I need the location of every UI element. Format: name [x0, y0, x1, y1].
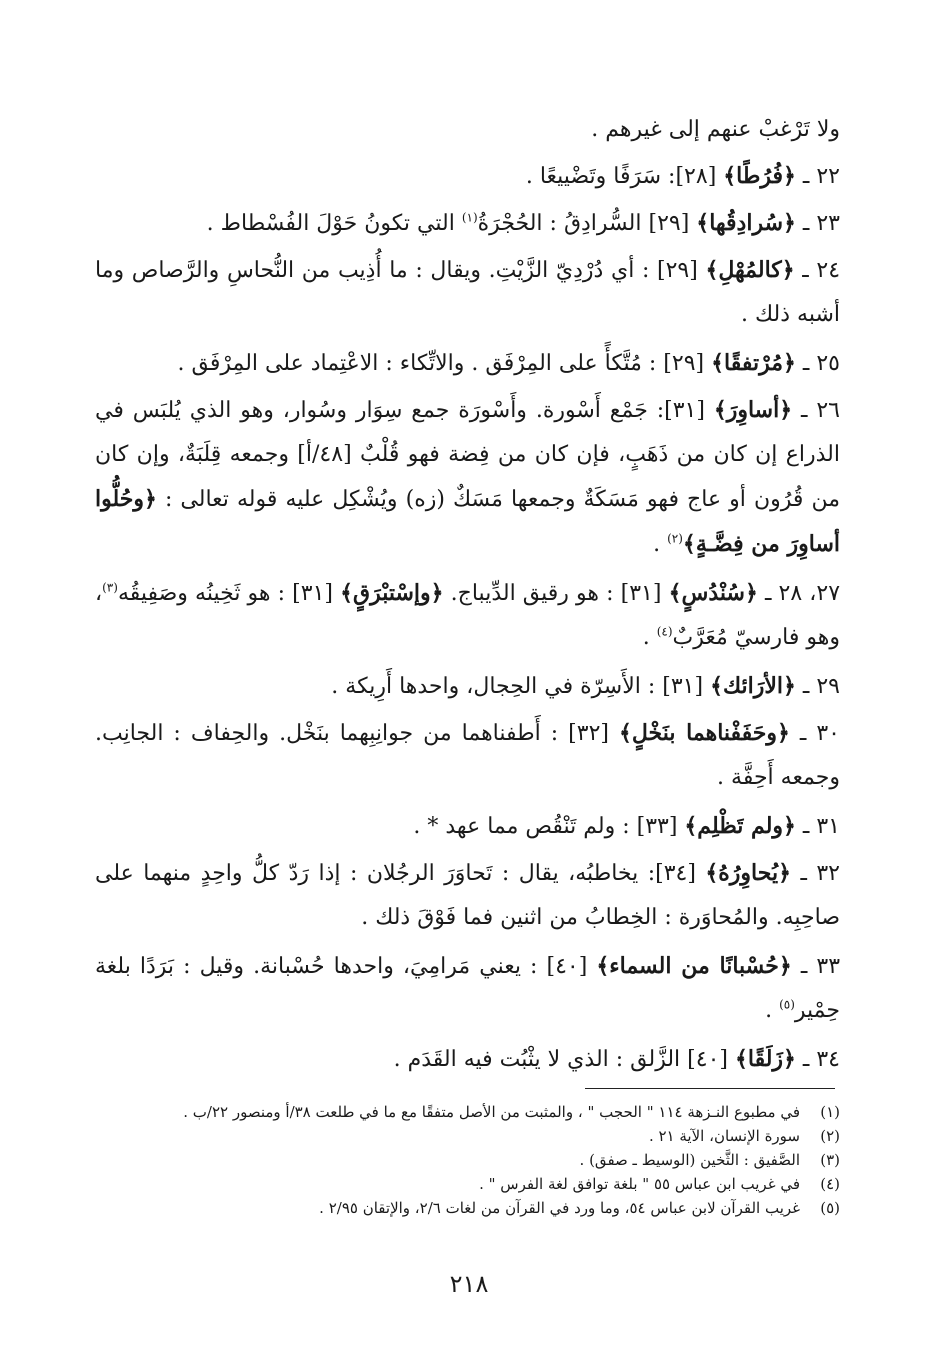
entry-34: [95, 1037, 840, 1082]
entry-29: [95, 664, 840, 709]
line-text: [٣٣] : ولم تَنْقُص مما عهد * .: [413, 814, 685, 839]
text-line: [95, 108, 840, 152]
footnote: [95, 1148, 840, 1172]
entry-31: [95, 804, 840, 849]
line-text: [٣٢] : أَطفناهما من جوانِبِهما بنَخْل. والحِفاف : الجانِب. وجمعه أَحِفَّة .: [95, 721, 840, 790]
footnote-text: غريب القرآن لابن عباس ٥٤، وما ورد في القرآن من لغات ٢/٦، والإتقان ٢/٩٥ .: [319, 1199, 800, 1217]
quranic-term: ﴿ولم تَظْلِم﴾: [684, 813, 796, 839]
footnote-text: في غريب ابن عباس ٥٥ " بلغة توافق لغة الفرس " .: [479, 1175, 800, 1193]
footnote-number: (١): [820, 1103, 840, 1121]
footnotes: [95, 1100, 840, 1220]
line-text: ولا تَرْغبْ عنهم إلى غيرهم .: [591, 117, 840, 142]
footnote-ref: (٥): [779, 997, 795, 1012]
footnote-text: سورة الإنسان، الآية ٢١ .: [648, 1127, 800, 1145]
footnote-text: في مطبوع النـزهة ١١٤ " الحجب " ، والمثبت من الأصل متفقًا مع ما في طلعت ٣٨/أ ومنصور ٢٢/ب .: [183, 1103, 800, 1121]
line-text: ٣١ ـ: [795, 814, 840, 839]
line-text: [٢٩] : مُتَّكأً على المِرْفَق . والاتِّكاء : الاعْتِماد على المِرْفَق .: [177, 351, 712, 376]
entry-33: [95, 944, 840, 1033]
line-text: .: [653, 532, 668, 557]
entry-22: [95, 154, 840, 199]
entry-26: [95, 388, 840, 567]
line-text: [٣١] : هو ثَخِينُه وصَفِيقُه: [117, 581, 341, 606]
quranic-term: ﴿وحُلُّوا أساوِرَ من فِضَّـةٍ﴾: [95, 486, 840, 557]
line-text: .: [642, 625, 657, 650]
line-text: التي تكونُ حَوْلَ الفُسْطاط .: [206, 211, 462, 236]
line-text: [٤٠] : يعني مَرامِيَ، واحدها حُسْبانة. وقيل : بَرَدًا بلغة حِمْير: [95, 954, 840, 1023]
line-text: ٢٤ ـ: [794, 258, 841, 283]
main-text: [95, 108, 840, 1084]
line-text: [٣١] : هو رقيق الدِّيباج.: [443, 581, 669, 606]
line-text: [٣١]: جَمْع أَسْورة. وأَسْورَة جمع سِوَار وسُوار، وهو الذي يُلبَس في الذراع إن كان من ذَهَبٍ، فإن كان من فِضة فهو قُلْبٌ [٤٨/أ] وجمعه قِلَبَةٌ، وإن كان من قُرُون أو عاج فهو مَسَكَةٌ وجمعها مَسَكٌ (زه) ويُشْكِل عليه قوله تعالى :: [95, 398, 840, 512]
line-text: [٢٩] : أي دُرْدِيّ الزَّيْتِ. ويقال : ما أُذِيب من النُّحاسِ والرَّصاص وما أشبه ذلك .: [95, 258, 840, 327]
page-number: ٢١٨: [449, 1270, 489, 1298]
quranic-term: ﴿يُحاوِرُهُ﴾: [705, 860, 791, 886]
quranic-term: ﴿سُرادِقُها﴾: [696, 210, 796, 236]
quranic-term: ﴿زَلَقًا﴾: [734, 1046, 796, 1072]
line-text: ٢٢ ـ: [795, 164, 840, 189]
line-text: ٣٤ ـ: [795, 1047, 840, 1072]
quranic-term: ﴿مُرْتفقًا﴾: [711, 350, 796, 376]
line-text: [٢٩] السُّرادِقُ : الحُجْرَةُ: [477, 211, 697, 236]
line-text: ، وهو فارسيّ مُعَرَّبٌ: [95, 581, 840, 650]
line-text: [٢٨]: سَرَفًا وتَضْييعًا .: [525, 164, 724, 189]
footnote: [95, 1100, 840, 1124]
quranic-term: ﴿أساوِرَ﴾: [713, 397, 793, 423]
footnote: [95, 1196, 840, 1220]
footnote-number: (٣): [820, 1151, 840, 1169]
footnote-ref: (١): [461, 210, 478, 225]
quranic-term: ﴿وحَفَفْناهما بنَخْلٍ﴾: [619, 720, 790, 746]
line-text: ٢٩ ـ: [795, 674, 840, 699]
line-text: [٣٤]: يخاطبُه، يقال : تَحاوَرَ الرجُلان : إذا رَدّ كلُّ واحِدٍ منهما على صاحِبِه. والمُحاوَرة : الخِطابُ من اثنين فما فَوْقَ ذلك .: [95, 861, 840, 930]
line-text: .: [765, 998, 780, 1023]
line-text: ٣٠ ـ: [789, 721, 840, 746]
entry-25: [95, 341, 840, 386]
footnote-text: الصَّفيق : الثَّخين (الوسيط ـ صفق) .: [579, 1151, 800, 1169]
line-text: ٣٢ ـ: [790, 861, 840, 886]
footnote-number: (٤): [820, 1175, 840, 1193]
entry-24: [95, 248, 840, 337]
line-text: ٣٣ ـ: [791, 954, 841, 979]
entry-32: [95, 851, 840, 940]
footnote-ref: (٣): [102, 580, 118, 595]
footnote: [95, 1124, 840, 1148]
footnote: [95, 1172, 840, 1196]
quranic-term: ﴿سُنْدُسٍ﴾: [668, 580, 758, 606]
line-text: ٢٣ ـ: [795, 211, 840, 236]
quranic-term: ﴿وإسْتبْرَقٍ﴾: [340, 580, 444, 606]
footnote-number: (٥): [820, 1199, 840, 1217]
footnote-ref: (٢): [667, 531, 683, 546]
line-text: [٤٠] الزَّلق : الذي لا يثْبُت فيه القَدَم .: [393, 1047, 735, 1072]
footnote-divider: [585, 1088, 835, 1089]
line-text: [٣١] : الأَسِرّة في الحِجال، واحدها أَرِيكة .: [331, 674, 711, 699]
quranic-term: ﴿فُرُطًا﴾: [723, 163, 796, 189]
quranic-term: ﴿الأرَائك﴾: [710, 673, 796, 699]
quranic-term: ﴿كالمُهْلِ﴾: [705, 257, 795, 283]
footnote-ref: (٤): [656, 624, 673, 639]
footnote-number: (٢): [820, 1127, 840, 1145]
line-text: ٢٧، ٢٨ ـ: [757, 581, 841, 606]
entry-27-28: [95, 571, 840, 660]
line-text: ٢٥ ـ: [795, 351, 840, 376]
quranic-term: ﴿حُسْبانًا من السماء﴾: [596, 953, 792, 979]
entry-30: [95, 711, 840, 800]
line-text: ٢٦ ـ: [792, 398, 840, 423]
entry-23: [95, 201, 840, 246]
